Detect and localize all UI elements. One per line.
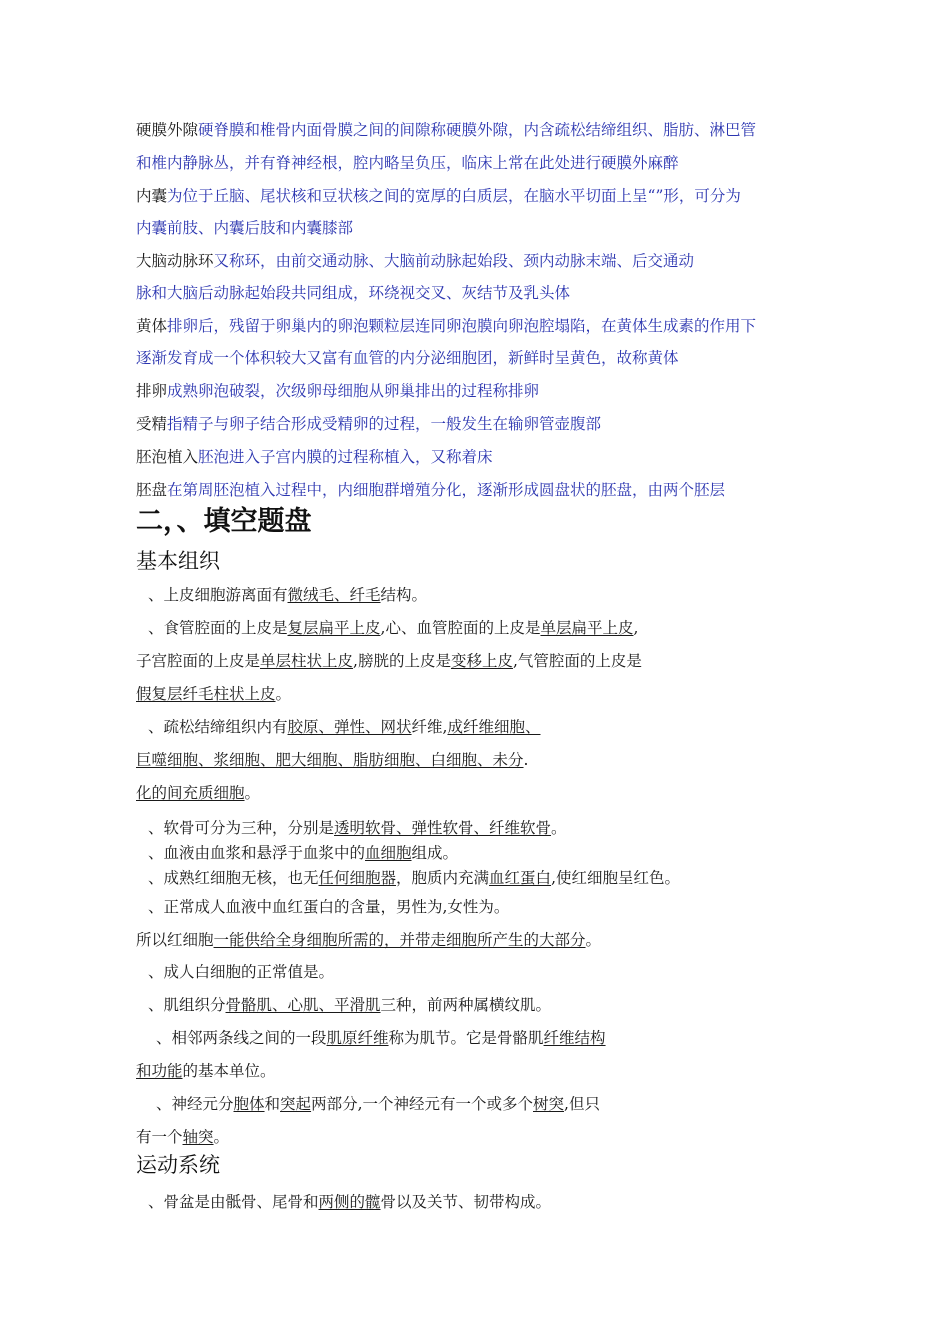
blank-item: 、成人白细胞的正常值是。 (148, 963, 335, 981)
definition-text: 脉和大脑后动脉起始段共同组成，环绕视交叉、灰结节及乳头体 (136, 284, 571, 302)
answer-blank: 化的间充质细胞 (136, 784, 245, 802)
answer-blank: 突起 (280, 1095, 312, 1113)
definition-line (136, 381, 539, 401)
definition-term: 受精 (136, 415, 168, 433)
answer-blank: 胶原、弹性、网状 (287, 718, 412, 736)
blank-item: 子宫腔面的上皮是单层柱状上皮,膀胱的上皮是变移上皮,气管腔面的上皮是 (136, 652, 642, 670)
definition-line (136, 186, 741, 206)
definition-line (136, 251, 694, 271)
subsection-title: 运动系统 (136, 1153, 220, 1177)
definition-term: 排卵 (136, 382, 168, 400)
blank-item: 和功能的基本单位。 (136, 1062, 276, 1080)
blank-item: 巨噬细胞、浆细胞、肥大细胞、脂肪细胞、白细胞、未分. (136, 751, 529, 769)
definition-term: 硬膜外隙 (136, 121, 199, 139)
answer-blank: 两侧的髋 (318, 1193, 381, 1211)
definition-term: 黄体 (136, 317, 168, 335)
answer-blank: 透明软骨、弹性软骨、纤维软骨 (334, 819, 552, 837)
subsection-title: 基本组织 (136, 549, 220, 573)
definition-term: 内囊 (136, 187, 168, 205)
answer-blank: 血细胞 (365, 844, 412, 862)
answer-blank: 和功能 (136, 1062, 183, 1080)
blank-item: 、成熟红细胞无核，也无任何细胞器，胞质内充满血红蛋白,使红细胞呈红色。 (148, 869, 680, 887)
answer-blank: 骨骼肌、心肌、平滑肌 (225, 996, 381, 1014)
definition-term: 胚盘 (136, 481, 168, 499)
definition-text: 在第周胚泡植入过程中，内细胞群增殖分化，逐渐形成圆盘状的胚盘，由两个胚层 (167, 481, 726, 499)
definition-text: 又称环，由前交通动脉、大脑前动脉起始段、颈内动脉末端、后交通动 (213, 252, 695, 270)
answer-blank: 微绒毛、纤毛 (287, 586, 381, 604)
answer-blank: 肌原纤维 (326, 1029, 389, 1047)
definition-text: 排卵后，残留于卵巢内的卵泡颗粒层连同卵泡膜向卵泡腔塌陷，在黄体生成素的作用下 (167, 317, 757, 335)
answer-blank: 轴突 (182, 1128, 214, 1146)
blank-item: 化的间充质细胞。 (136, 784, 261, 802)
answer-blank: 假复层纤毛柱状上皮 (136, 685, 276, 703)
blank-item: 假复层纤毛柱状上皮。 (136, 685, 292, 703)
definition-line (136, 348, 679, 368)
definition-line (136, 447, 493, 467)
blank-item: 、骨盆是由骶骨、尾骨和两侧的髋骨以及关节、韧带构成。 (148, 1193, 552, 1211)
answer-blank: 巨噬细胞、浆细胞、肥大细胞、脂肪细胞、白细胞、未分 (136, 751, 524, 769)
answer-blank: 单层柱状上皮 (260, 652, 354, 670)
definition-text: 胚泡进入子宫内膜的过程称植入，又称着床 (198, 448, 493, 466)
blank-item: 、软骨可分为三种，分别是透明软骨、弹性软骨、纤维软骨。 (148, 819, 567, 837)
definition-line (136, 218, 353, 238)
definition-line (136, 480, 725, 500)
definition-line (136, 414, 601, 434)
answer-blank: 血红蛋白 (489, 869, 552, 887)
definition-line (136, 316, 756, 336)
definition-term: 大脑动脉环 (136, 252, 214, 270)
section-title: 二，、填空题盘 (136, 506, 312, 537)
blank-item: 所以红细胞一能供给全身细胞所需的，并带走细胞所产生的大部分。 (136, 931, 602, 949)
answer-blank: 单层扁平上皮 (540, 619, 634, 637)
answer-blank: 纤维结构 (543, 1029, 606, 1047)
definition-line (136, 283, 570, 303)
answer-blank: 树突 (533, 1095, 565, 1113)
answer-blank: 一能供给全身细胞所需的，并带走细胞所产生的大部分 (213, 931, 586, 949)
blank-item: 、疏松结缔组织内有胶原、弹性、网状纤维,成纤维细胞、 (148, 718, 541, 736)
definition-text: 为位于丘脑、尾状核和豆状核之间的宽厚的白质层，在脑水平切面上呈“”形，可分为 (167, 187, 741, 205)
blank-item: 有一个轴突。 (136, 1128, 230, 1146)
definition-text: 成熟卵泡破裂，次级卵母细胞从卵巢排出的过程称排卵 (167, 382, 540, 400)
definition-text: 指精子与卵子结合形成受精卵的过程，一般发生在输卵管壶腹部 (167, 415, 602, 433)
blank-item: 、神经元分胞体和突起两部分,一个神经元有一个或多个树突,但只 (156, 1095, 600, 1113)
definition-line (136, 153, 679, 173)
blank-item: 、食管腔面的上皮是复层扁平上皮,心、血管腔面的上皮是单层扁平上皮, (148, 619, 639, 637)
blank-item: 、上皮细胞游离面有微绒毛、纤毛结构。 (148, 586, 428, 604)
definition-text: 硬脊膜和椎骨内面骨膜之间的间隙称硬膜外隙，内含疏松结缔组织、脂肪、淋巴管 (198, 121, 757, 139)
blank-item: 、正常成人血液中血红蛋白的含量，男性为,女性为。 (148, 898, 510, 916)
answer-blank: 复层扁平上皮 (287, 619, 381, 637)
definition-text: 内囊前肢、内囊后肢和内囊膝部 (136, 219, 354, 237)
answer-blank: 胞体 (233, 1095, 265, 1113)
definition-text: 逐渐发育成一个体积较大又富有血管的内分泌细胞团，新鲜时呈黄色，故称黄体 (136, 349, 679, 367)
definition-line (136, 120, 756, 140)
answer-blank: 任何细胞器 (318, 869, 397, 887)
blank-item: 、相邻两条线之间的一段肌原纤维称为肌节。它是骨骼肌纤维结构 (156, 1029, 606, 1047)
answer-blank: 变移上皮 (450, 652, 513, 670)
blank-item: 、血液由血浆和悬浮于血浆中的血细胞组成。 (148, 844, 459, 862)
blank-item: 、肌组织分骨骼肌、心肌、平滑肌三种，前两种属横纹肌。 (148, 996, 552, 1014)
definition-term: 胚泡植入 (136, 448, 199, 466)
definition-text: 和椎内静脉丛，并有脊神经根，腔内略呈负压，临床上常在此处进行硬膜外麻醉 (136, 154, 679, 172)
answer-blank: 成纤维细胞、 (447, 718, 541, 736)
